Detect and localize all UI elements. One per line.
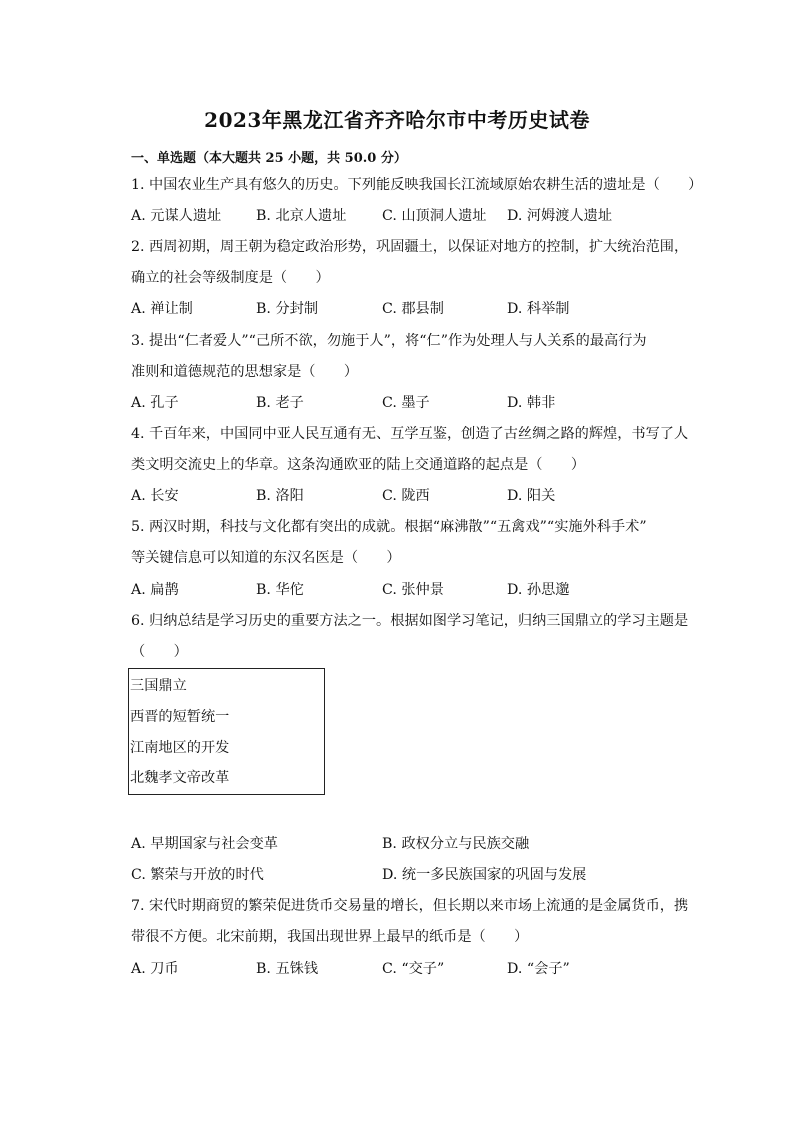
option-b: B. 北京人遗址 bbox=[256, 208, 347, 224]
question-7-text-cont: 带很不方便。北宋前期，我国出现世界上最早的纸币是（ ） bbox=[131, 929, 529, 945]
option-c: C. 陇西 bbox=[382, 488, 430, 504]
option-c: C. “交子” bbox=[382, 961, 445, 977]
question-3-options bbox=[131, 393, 691, 413]
option-a: A. 禅让制 bbox=[131, 301, 193, 317]
option-b: B. 五铢钱 bbox=[256, 961, 319, 977]
option-a: A. 刀币 bbox=[131, 961, 179, 977]
note-item: 北魏孝文帝改革 bbox=[130, 770, 230, 786]
note-item: 三国鼎立 bbox=[130, 678, 187, 694]
question-4-text: 4. 千百年来，中国同中亚人民互通有无、互学互鉴，创造了古丝绸之路的辉煌，书写了人 bbox=[131, 426, 689, 442]
study-notes-box bbox=[128, 668, 325, 795]
option-d: D. 韩非 bbox=[507, 395, 556, 411]
question-5-text-cont: 等关键信息可以知道的东汉名医是（ ） bbox=[131, 550, 401, 566]
option-b: B. 政权分立与民族交融 bbox=[382, 836, 530, 852]
option-b: B. 华佗 bbox=[256, 582, 304, 598]
section-heading: 一、单选题（本大题共 25 小题，共 50.0 分） bbox=[131, 151, 407, 166]
option-a: A. 元谋人遗址 bbox=[131, 208, 222, 224]
option-d: D. 阳关 bbox=[507, 488, 556, 504]
note-item: 西晋的短暂统一 bbox=[130, 709, 230, 725]
question-1-text: 1. 中国农业生产具有悠久的历史。下列能反映我国长江流域原始农耕生活的遗址是（ ） bbox=[131, 177, 703, 193]
page-title: 2023年黑龙江省齐齐哈尔市中考历史试卷 bbox=[204, 108, 590, 132]
option-c: C. 郡县制 bbox=[382, 301, 444, 317]
option-b: B. 老子 bbox=[256, 395, 304, 411]
option-a: A. 扁鹊 bbox=[131, 582, 179, 598]
question-2-options bbox=[131, 299, 691, 319]
question-6-options-row1 bbox=[131, 834, 691, 854]
option-d: D. 统一多民族国家的巩固与发展 bbox=[382, 867, 587, 883]
option-a: A. 孔子 bbox=[131, 395, 179, 411]
question-7-text: 7. 宋代时期商贸的繁荣促进货币交易量的增长，但长期以来市场上流通的是金属货币，携 bbox=[131, 898, 689, 914]
question-6-text: 6. 归纳总结是学习历史的重要方法之一。根据如图学习笔记，归纳三国鼎立的学习主题是 bbox=[131, 613, 689, 629]
option-d: D. 孙思邈 bbox=[507, 582, 570, 598]
option-b: B. 分封制 bbox=[256, 301, 319, 317]
question-5-text: 5. 两汉时期，科技与文化都有突出的成就。根据“麻沸散”“五禽戏”“实施外科手术” bbox=[131, 519, 647, 535]
option-c: C. 山顶洞人遗址 bbox=[382, 208, 487, 224]
option-a: A. 长安 bbox=[131, 488, 179, 504]
note-item: 江南地区的开发 bbox=[130, 740, 230, 756]
question-2-text-cont: 确立的社会等级制度是（ ） bbox=[131, 270, 330, 286]
question-5-options bbox=[131, 580, 691, 600]
option-c: C. 张仲景 bbox=[382, 582, 444, 598]
option-d: D. “会子” bbox=[507, 961, 570, 977]
option-c: C. 繁荣与开放的时代 bbox=[131, 867, 264, 883]
option-c: C. 墨子 bbox=[382, 395, 430, 411]
question-6-options-row2 bbox=[131, 865, 691, 885]
question-4-text-cont: 类文明交流史上的华章。这条沟通欧亚的陆上交通道路的起点是（ ） bbox=[131, 457, 586, 473]
question-3-text-cont: 准则和道德规范的思想家是（ ） bbox=[131, 364, 359, 380]
question-2-text: 2. 西周初期，周王朝为稳定政治形势，巩固疆土，以保证对地方的控制，扩大统治范围， bbox=[131, 239, 689, 255]
question-3-text: 3. 提出“仁者爱人”“己所不欲，勿施于人”，将“仁”作为处理人与人关系的最高行为 bbox=[131, 333, 647, 349]
option-d: D. 河姆渡人遗址 bbox=[507, 208, 613, 224]
option-d: D. 科举制 bbox=[507, 301, 570, 317]
question-1-options bbox=[131, 206, 691, 226]
question-4-options bbox=[131, 486, 691, 506]
question-6-text-cont: （ ） bbox=[131, 644, 188, 660]
option-b: B. 洛阳 bbox=[256, 488, 304, 504]
question-7-options bbox=[131, 959, 691, 979]
option-a: A. 早期国家与社会变革 bbox=[131, 836, 278, 852]
